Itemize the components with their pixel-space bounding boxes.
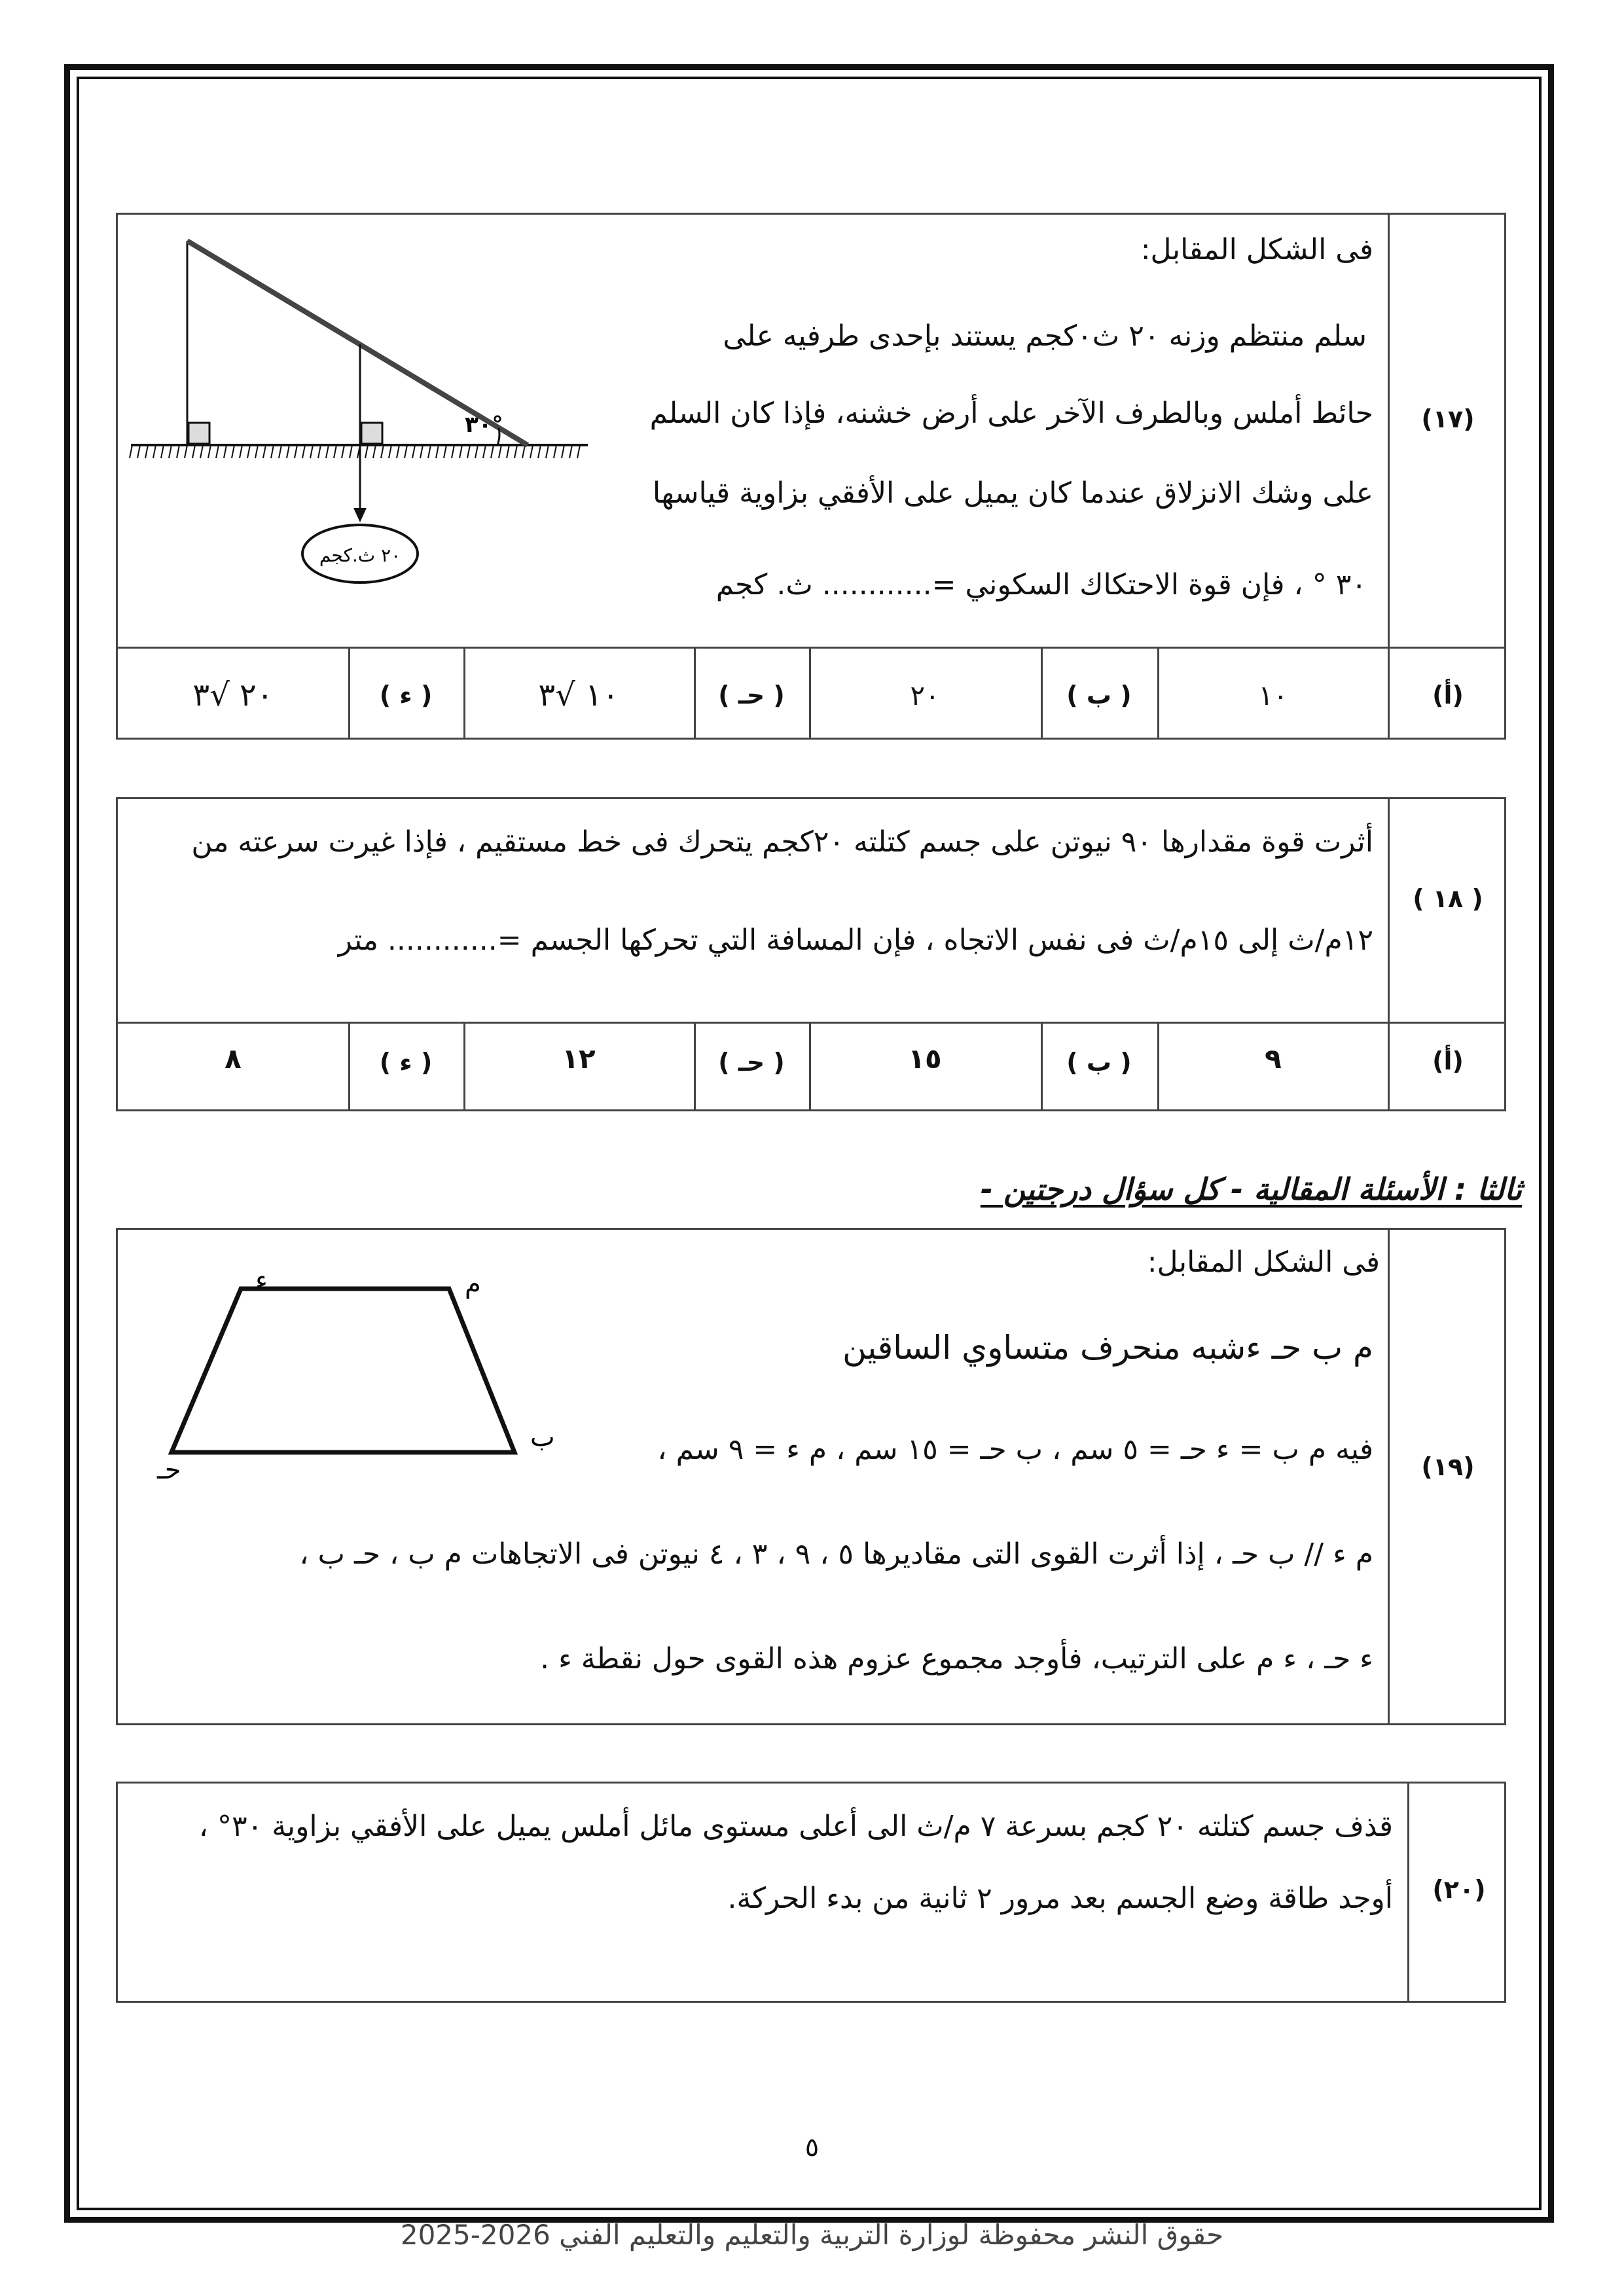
question-number: ( ١٨ ) <box>1413 884 1483 913</box>
option-value: ١٠ √٣ <box>538 677 619 713</box>
vertex-label-b: ب <box>530 1422 555 1452</box>
option-value: ٢٠ <box>910 679 940 711</box>
option-label: (أ) <box>1432 1047 1464 1075</box>
question-text-line: فى الشكل المقابل: <box>1147 1246 1380 1279</box>
question-number: (٢٠) <box>1432 1875 1486 1904</box>
option-value: ٩ <box>1265 1043 1282 1075</box>
ladder-figure <box>124 228 596 581</box>
question-text-line: ١٢م/ث إلى ١٥م/ث فى نفس الاتجاه ، فإن المسافة التي تحركها الجسم =............ متر <box>338 924 1373 957</box>
option-value: ٢٠ √٣ <box>192 677 274 713</box>
question-19-box <box>116 1228 1506 1725</box>
question-18-box <box>116 797 1506 1111</box>
option-value: ١٥ <box>908 1043 942 1075</box>
question-text-line: فى الشكل المقابل: <box>1140 233 1373 266</box>
question-text-line: قذف جسم كتلته ٢٠ كجم بسرعة ٧ م/ث الى أعلى مستوى مائل أملس يميل على الأفقي بزاوية ٣٠° ، <box>198 1810 1393 1843</box>
option-label: ( ء ) <box>379 1048 433 1077</box>
page-number: ٥ <box>804 2132 820 2162</box>
option-value: ١٢ <box>562 1043 596 1075</box>
question-text-line: ٣٠ ° ، فإن قوة الاحتكاك السكوني =............ ث. كجم <box>715 568 1367 601</box>
question-text-line: م ء // ب حـ ، إذا أثرت القوى التى مقاديرها ٥ ، ٩ ، ٣ ، ٤ نيوتن فى الاتجاهات م ب ، حـ ب ، <box>299 1537 1373 1571</box>
question-text-line: حائط أملس وبالطرف الآخر على أرض خشنه، فإذا كان السلم <box>649 397 1373 430</box>
vertex-label-a: م <box>465 1269 481 1299</box>
option-label: ( ء ) <box>379 681 433 709</box>
option-value: ٨ <box>225 1043 242 1075</box>
trapezoid-figure <box>157 1243 655 1485</box>
question-number: (١٩) <box>1421 1452 1475 1481</box>
option-label: ( حـ ) <box>718 681 785 709</box>
vertex-label-d: ء <box>255 1265 268 1295</box>
question-20-box <box>116 1782 1506 2003</box>
vertex-label-c: حـ <box>157 1455 181 1485</box>
question-text-line: م ب حـ ءشبه منحرف متساوي الساقين <box>842 1329 1373 1367</box>
question-text-line: ء حـ ، ء م على الترتيب، فأوجد مجموع عزوم هذه القوى حول نقطة ء . <box>540 1642 1373 1676</box>
question-text-line: على وشك الانزلاق عندما كان يميل على الأفقي بزاوية قياسها <box>652 476 1373 510</box>
question-text-line: أثرت قوة مقدارها ٩٠ نيوتن على جسم كتلته ٢٠كجم يتحرك فى خط مستقيم ، فإذا غيرت سرعته من <box>191 825 1373 859</box>
section-heading: ثالثا : الأسئلة المقالية - كل سؤال درجتين - <box>980 1172 1522 1207</box>
option-label: ( حـ ) <box>718 1048 785 1077</box>
weight-label: ٢٠ ث.كجم <box>319 545 401 566</box>
question-text-line: فيه م ب = ء حـ = ٥ سم ، ب حـ = ١٥ سم ، م ء = ٩ سم ، <box>657 1433 1373 1466</box>
question-text-line: سلم منتظم وزنه ٢٠ ث٠كجم يستند بإحدى طرفيه على <box>723 319 1367 353</box>
question-17-box <box>116 213 1506 740</box>
angle-label: ٣٠° <box>465 412 503 438</box>
copyright-footer: حقوق النشر محفوظة لوزارة التربية والتعليم والتعليم الفني 2026-2025 <box>400 2219 1224 2251</box>
question-text-line: أوجد طاقة وضع الجسم بعد مرور ٢ ثانية من بدء الحركة. <box>727 1882 1393 1915</box>
option-value: ١٠ <box>1258 679 1288 711</box>
option-label: (أ) <box>1432 681 1464 709</box>
option-label: ( ب ) <box>1066 681 1132 709</box>
question-number: (١٧) <box>1421 404 1475 433</box>
option-label: ( ب ) <box>1066 1048 1132 1077</box>
